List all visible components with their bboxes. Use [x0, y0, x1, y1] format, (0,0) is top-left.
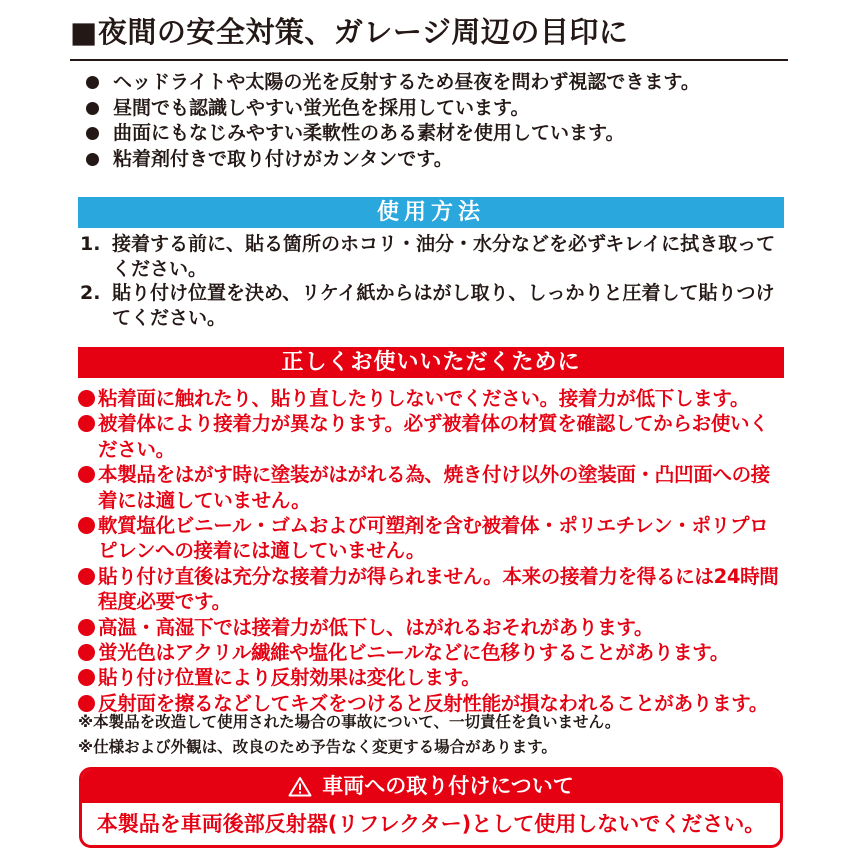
precaution-item	[78, 411, 784, 462]
feature-text: 昼間でも認識しやすい蛍光色を採用しています。	[113, 96, 530, 119]
vehicle-warning-box	[79, 767, 783, 848]
precaution-list	[78, 386, 784, 716]
precaution-text: 蛍光色はアクリル繊維や塩化ビニールなどに色移りすることがあります。	[98, 641, 730, 665]
feature-text: 曲面にもなじみやすい柔軟性のある素材を使用しています。	[113, 122, 625, 144]
precaution-text: 軟質塩化ビニール・ゴムおよび可塑剤を含む被着体・ポリエチレン・ポリプロピレンへの接着には適していません。	[98, 514, 769, 563]
precaution-item	[78, 513, 784, 564]
vehicle-warning-header	[82, 770, 780, 803]
precaution-text: 本製品をはがす時に塗装がはがれる為、焼き付け以外の塗装面・凸凹面への接着には適していません。	[98, 463, 771, 512]
title-divider	[70, 59, 788, 61]
precaution-item	[78, 386, 784, 411]
step-text: 貼り付け位置を決め、リケイ紙からはがし取り、しっかりと圧着して貼りつけてください。	[112, 282, 775, 329]
red-bullet-icon	[78, 390, 95, 407]
bullet-icon	[86, 153, 99, 166]
vehicle-warning-heading: 車両への取り付けについて	[322, 774, 574, 798]
precaution-text: 被着体により接着力が異なります。必ず被着体の材質を確認してからお使いください。	[98, 412, 769, 461]
bullet-icon	[86, 102, 99, 115]
red-bullet-icon	[78, 517, 95, 534]
bullet-icon	[86, 127, 99, 140]
feature-item	[86, 96, 806, 122]
red-bullet-icon	[78, 619, 95, 636]
precaution-text: 高温・高湿下では接着力が低下し、はがれるおそれがあります。	[98, 615, 654, 639]
red-bullet-icon	[78, 415, 95, 432]
bullet-icon	[86, 76, 99, 89]
vehicle-warning-text: 本製品を車両後部反射器(リフレクター)として使用しないでください。	[96, 812, 766, 836]
precaution-text: 貼り付け位置により反射効果は変化します。	[98, 666, 481, 690]
precaution-item	[78, 564, 784, 615]
feature-item	[86, 121, 806, 147]
red-bullet-icon	[78, 644, 95, 661]
disclaimer-note: ※仕様および外観は、改良のため予告なく変更する場合があります。	[78, 738, 557, 756]
precaution-text: 貼り付け直後は充分な接着力が得られません。本来の接着力を得るには24時間程度必要です。	[98, 564, 779, 614]
disclaimer-note: ※本製品を改造して使用された場合の事故について、一切責任を負いません。	[78, 713, 621, 731]
usage-step	[80, 281, 784, 330]
feature-text: 粘着剤付きで取り付けがカンタンです。	[113, 147, 453, 170]
precaution-item	[78, 665, 784, 690]
feature-text: ヘッドライトや太陽の光を反射するため昼夜を問わず視認できます。	[113, 71, 700, 93]
precaution-text: 粘着面に触れたり、貼り直したりしないでください。接着力が低下します。	[98, 387, 750, 410]
red-bullet-icon	[78, 568, 95, 585]
feature-item	[86, 70, 806, 96]
usage-heading: 使用方法	[78, 197, 784, 228]
red-bullet-icon	[78, 466, 95, 483]
precautions-heading: 正しくお使いいただくために	[78, 347, 784, 378]
step-number: 2.	[80, 282, 101, 304]
precaution-item	[78, 462, 784, 513]
feature-item	[86, 147, 806, 173]
disclaimer-notes	[78, 710, 784, 760]
warning-triangle-icon	[288, 776, 312, 797]
red-bullet-icon	[78, 669, 95, 686]
precaution-item	[78, 640, 784, 665]
usage-steps	[80, 232, 784, 330]
usage-step	[80, 232, 784, 281]
precaution-item	[78, 615, 784, 640]
feature-list	[86, 70, 806, 172]
step-text: 接着する前に、貼る箇所のホコリ・油分・水分などを必ずキレイに拭き取ってください。	[112, 233, 776, 280]
precaution-text: 反射面を擦るなどしてキズをつけると反射性能が損なわれることがあります。	[98, 691, 769, 715]
step-number: 1.	[80, 233, 101, 255]
page-title: ■夜間の安全対策、ガレージ周辺の目印に	[70, 15, 629, 49]
